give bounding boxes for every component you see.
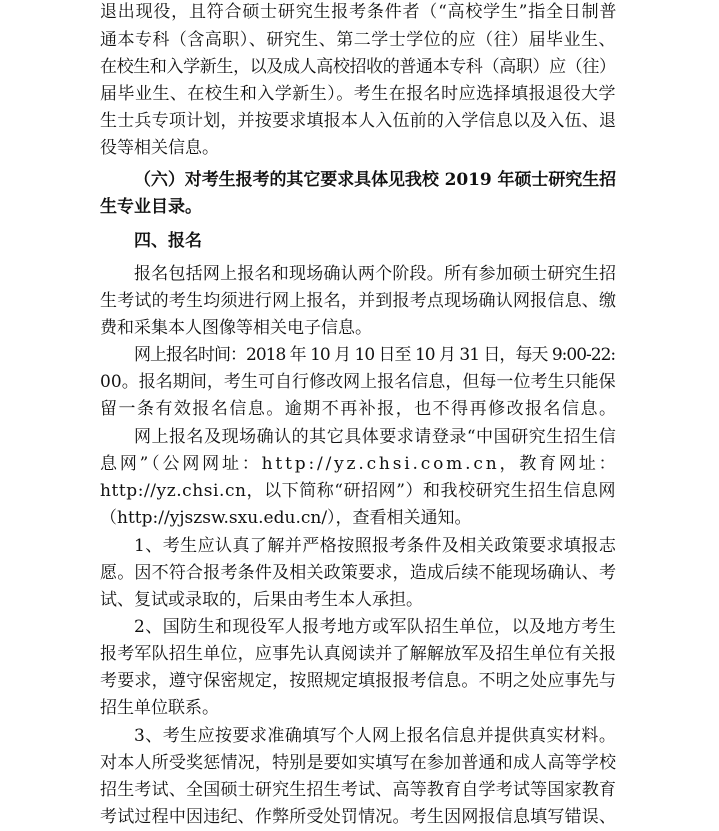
paragraph-line: 退出现役，且符合硕士研究生报考条件者（“高校学生”指全日制普 <box>100 2 618 22</box>
paragraph-line: 届毕业生、在校生和入学新生）。考生在报名时应选择填报退役大学 <box>100 84 616 104</box>
paragraph-line: 报名包括网上报名和现场确认两个阶段。所有参加硕士研究生招 <box>134 264 617 284</box>
paragraph-line: 试、复试或录取的，后果由考生本人承担。 <box>100 590 423 610</box>
paragraph-line: 生考试的考生均须进行网上报名，并到报考点现场确认网报信息、缴 <box>100 291 617 311</box>
paragraph-line: 招生单位联系。 <box>100 698 219 718</box>
paragraph-line: 网上报名及现场确认的其它具体要求请登录“中国研究生招生信 <box>134 427 617 447</box>
paragraph-line: 生士兵专项计划，并按要求填报本人入伍前的入学信息以及入伍、退 <box>100 111 617 131</box>
paragraph-line: 报考军队招生单位，应事先认真阅读并了解解放军及招生单位有关报 <box>100 644 617 664</box>
paragraph-line: http://yz.chsi.cn，以下简称“研招网”）和我校研究生招生信息网 <box>100 481 617 501</box>
paragraph-line: 招生考试、全国硕士研究生招生考试、高等教育自学考试等国家教育 <box>100 780 617 800</box>
paragraph-line: 考试过程中因违纪、作弊所受处罚情况。考生因网报信息填写错误、 <box>100 807 617 827</box>
paragraph-line: 役等相关信息。 <box>100 138 219 158</box>
paragraph-line: 3、考生应按要求准确填写个人网上报名信息并提供真实材料。 <box>134 726 617 746</box>
section-heading-line: 生专业目录。 <box>100 197 202 217</box>
paragraph-line: 费和采集本人图像等相关电子信息。 <box>100 318 372 338</box>
paragraph-line: 愿。因不符合报考条件及相关政策要求，造成后续不能现场确认、考 <box>100 563 617 583</box>
paragraph-line: 网上报名时间：2018 年 10 月 10 日至 10 月 31 日，每天 9:00-22: <box>134 345 616 365</box>
paragraph-line: 00。报名期间，考生可自行修改网上报名信息，但每一位考生只能保 <box>100 372 616 392</box>
paragraph-line: 1、考生应认真了解并严格按照报考条件及相关政策要求填报志 <box>134 536 617 556</box>
section-title: 四、报名 <box>134 231 202 251</box>
section-heading-line: （六）对考生报考的其它要求具体见我校 2019 年硕士研究生招 <box>134 170 617 190</box>
paragraph-line: 息网”（公网网址：http://yz.chsi.com.cn，教育网址： <box>100 454 619 474</box>
paragraph-line: 通本专科（含高职）、研究生、第二学士学位的应（往）届毕业生、 <box>100 30 616 50</box>
paragraph-line: 在校生和入学新生，以及成人高校招收的普通本专科（高职）应（往） <box>100 57 616 77</box>
paragraph-line: 2、国防生和现役军人报考地方或军队招生单位，以及地方考生 <box>134 617 617 637</box>
paragraph-line: 考要求，遵守保密规定，按照规定填报报考信息。不明之处应事先与 <box>100 671 617 691</box>
paragraph-line: 留一条有效报名信息。逾期不再补报，也不得再修改报名信息。 <box>100 399 618 419</box>
paragraph-line: （http://yjszsw.sxu.edu.cn/），查看相关通知。 <box>100 508 472 528</box>
paragraph-line: 对本人所受奖惩情况，特别是要如实填写在参加普通和成人高等学校 <box>100 753 617 773</box>
